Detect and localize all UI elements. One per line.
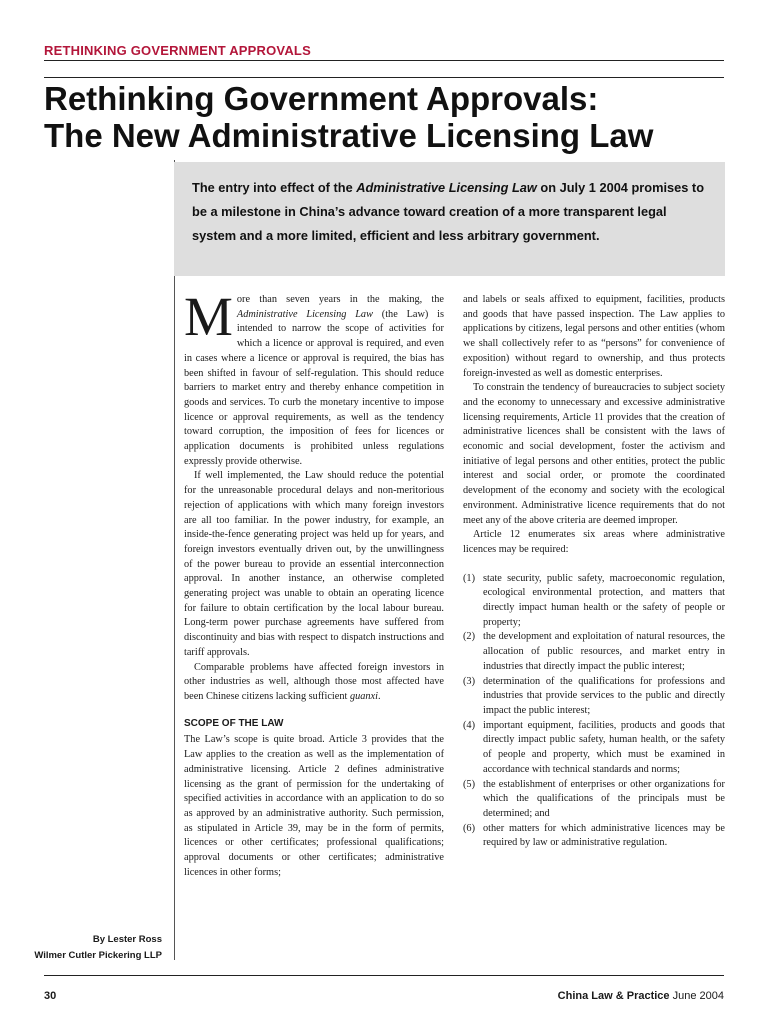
article-column-1 xyxy=(184,286,444,880)
lead-box xyxy=(174,162,725,276)
page-number: 30 xyxy=(44,990,57,1002)
lead-law-name: Administrative Licensing Law xyxy=(356,180,537,195)
footer-rule xyxy=(44,975,724,976)
drop-cap: M xyxy=(184,286,233,347)
list-item: (1) state security, public safety, macroeconomic regulation, ecological environmental protection, and matters that directly impact human health or the safety of people or property; xyxy=(463,572,725,628)
list-item: (3) determination of the qualifications for professions and industries that provide services to the public and directly impact the public interest; xyxy=(463,675,725,716)
column-divider xyxy=(174,160,175,960)
paragraph-3: Comparable problems have affected foreign investors in other industries as well, although those most affected have been Chinese citizens lacking sufficient guanxi. xyxy=(184,661,444,702)
list-item: (6) other matters for which administrative licences may be required by law or administrative regulation. xyxy=(463,822,725,849)
list-item: (5) the establishment of enterprises or other organizations for which the qualifications of the principals must be determined; and xyxy=(463,778,725,819)
title-line-2: The New Administrative Licensing Law xyxy=(44,117,654,154)
subhead-scope: SCOPE OF THE LAW xyxy=(184,717,284,729)
article-12-list xyxy=(463,572,725,851)
paragraph-4: The Law’s scope is quite broad. Article 3 provides that the Law applies to the creation as well as the implementation of administrative licensing. Article 2 defines administrative licensing as the grant of permission for the undertaking of specified activities in accordance with an application to do so as approved by an administrative authority. Such permission, as stipulated in Article 39, may be in the form of permits, licences or other certificates; professional qualifications; approval documents or other certificates; administrative licences in other forms; xyxy=(184,734,444,878)
byline xyxy=(34,932,162,964)
article-column-2 xyxy=(463,293,725,851)
title-line-1: Rethinking Government Approvals: xyxy=(44,80,599,117)
list-item: (4) important equipment, facilities, products and goods that directly impact public safety, human health, or the safety of people and property, which must be examined in accordance with technical standards and norms; xyxy=(463,719,725,775)
paragraph-5: and labels or seals affixed to equipment, facilities, products and goods that have passed inspection. The Law applies to applications by citizens, legal persons and other entities (whom we shall collectively refer to as “persons” for convenience of exposition) without regard to ownership, and thus protects foreign-invested as well as domestic enterprises. xyxy=(463,294,725,379)
byline-firm: Wilmer Cutler Pickering LLP xyxy=(34,950,162,961)
publication-credit xyxy=(558,990,724,1002)
paragraph-1: More than seven years in the making, the Administrative Licensing Law (the Law) is intended to narrow the scope of activities for which a licence or approval is required, and even in cases where a licence or approval is required, the bias has been shifted in favour of self-regulation. This should reduce barriers to market entry and thereby enhance competition in goods and services. To curb the monetary incentive to impose licence or approval requirements, as well as the tendency toward corruption, the imposition of fees for licences or application documents is prohibited unless regulations expressly provide otherwise. xyxy=(184,286,444,467)
issue-date: June 2004 xyxy=(672,990,724,1002)
section-label: RETHINKING GOVERNMENT APPROVALS xyxy=(44,43,311,58)
header-rule xyxy=(44,60,724,61)
paragraph-2: If well implemented, the Law should reduce the potential for the unreasonable procedural delays and non-meritorious rejection of applications with which many foreign investors are all too familiar. In the power industry, for example, an inside-the-fence generating project was held up for years, and foreign investors eventually driven out, by the unwillingness of the power bureau to provide an essential interconnection approval. In another instance, an otherwise completed generating project was unable to obtain an operating licence for failure to obtain certification by the local labour bureau. Long-term power purchase agreements have suffered from discontinuity and bias with respect to dispatch instructions and tariff approvals. xyxy=(184,470,444,658)
article-title xyxy=(44,80,734,154)
paragraph-7: Article 12 enumerates six areas where administrative licences may be required: xyxy=(463,529,725,555)
lead-paragraph: The entry into effect of the Administrative Licensing Law on July 1 2004 promises to be a milestone in China’s advance toward creation of a more transparent legal system and a more limited, efficient and less arbitrary government. xyxy=(192,180,705,243)
publication-name: China Law & Practice xyxy=(557,990,670,1002)
list-item: (2) the development and exploitation of natural resources, the allocation of public resources, and market entry in industries that directly impact the public interest; xyxy=(463,631,725,672)
header-rule-secondary xyxy=(44,77,724,78)
paragraph-6: To constrain the tendency of bureaucracies to subject society and the economy to unnecessary and excessive administrative licensing requirements, Article 11 provides that the creation of administrative licences shall be consistent with the laws of economic and social development, foster the activism and initiative of legal persons and other entities, protect the public interest and social order, or promote the coordinated development of the economy and society with the ecological environment. Administrative licence requirements that do not meet any of the above criteria are deemed improper. xyxy=(463,382,725,526)
byline-author: By Lester Ross xyxy=(92,934,162,945)
